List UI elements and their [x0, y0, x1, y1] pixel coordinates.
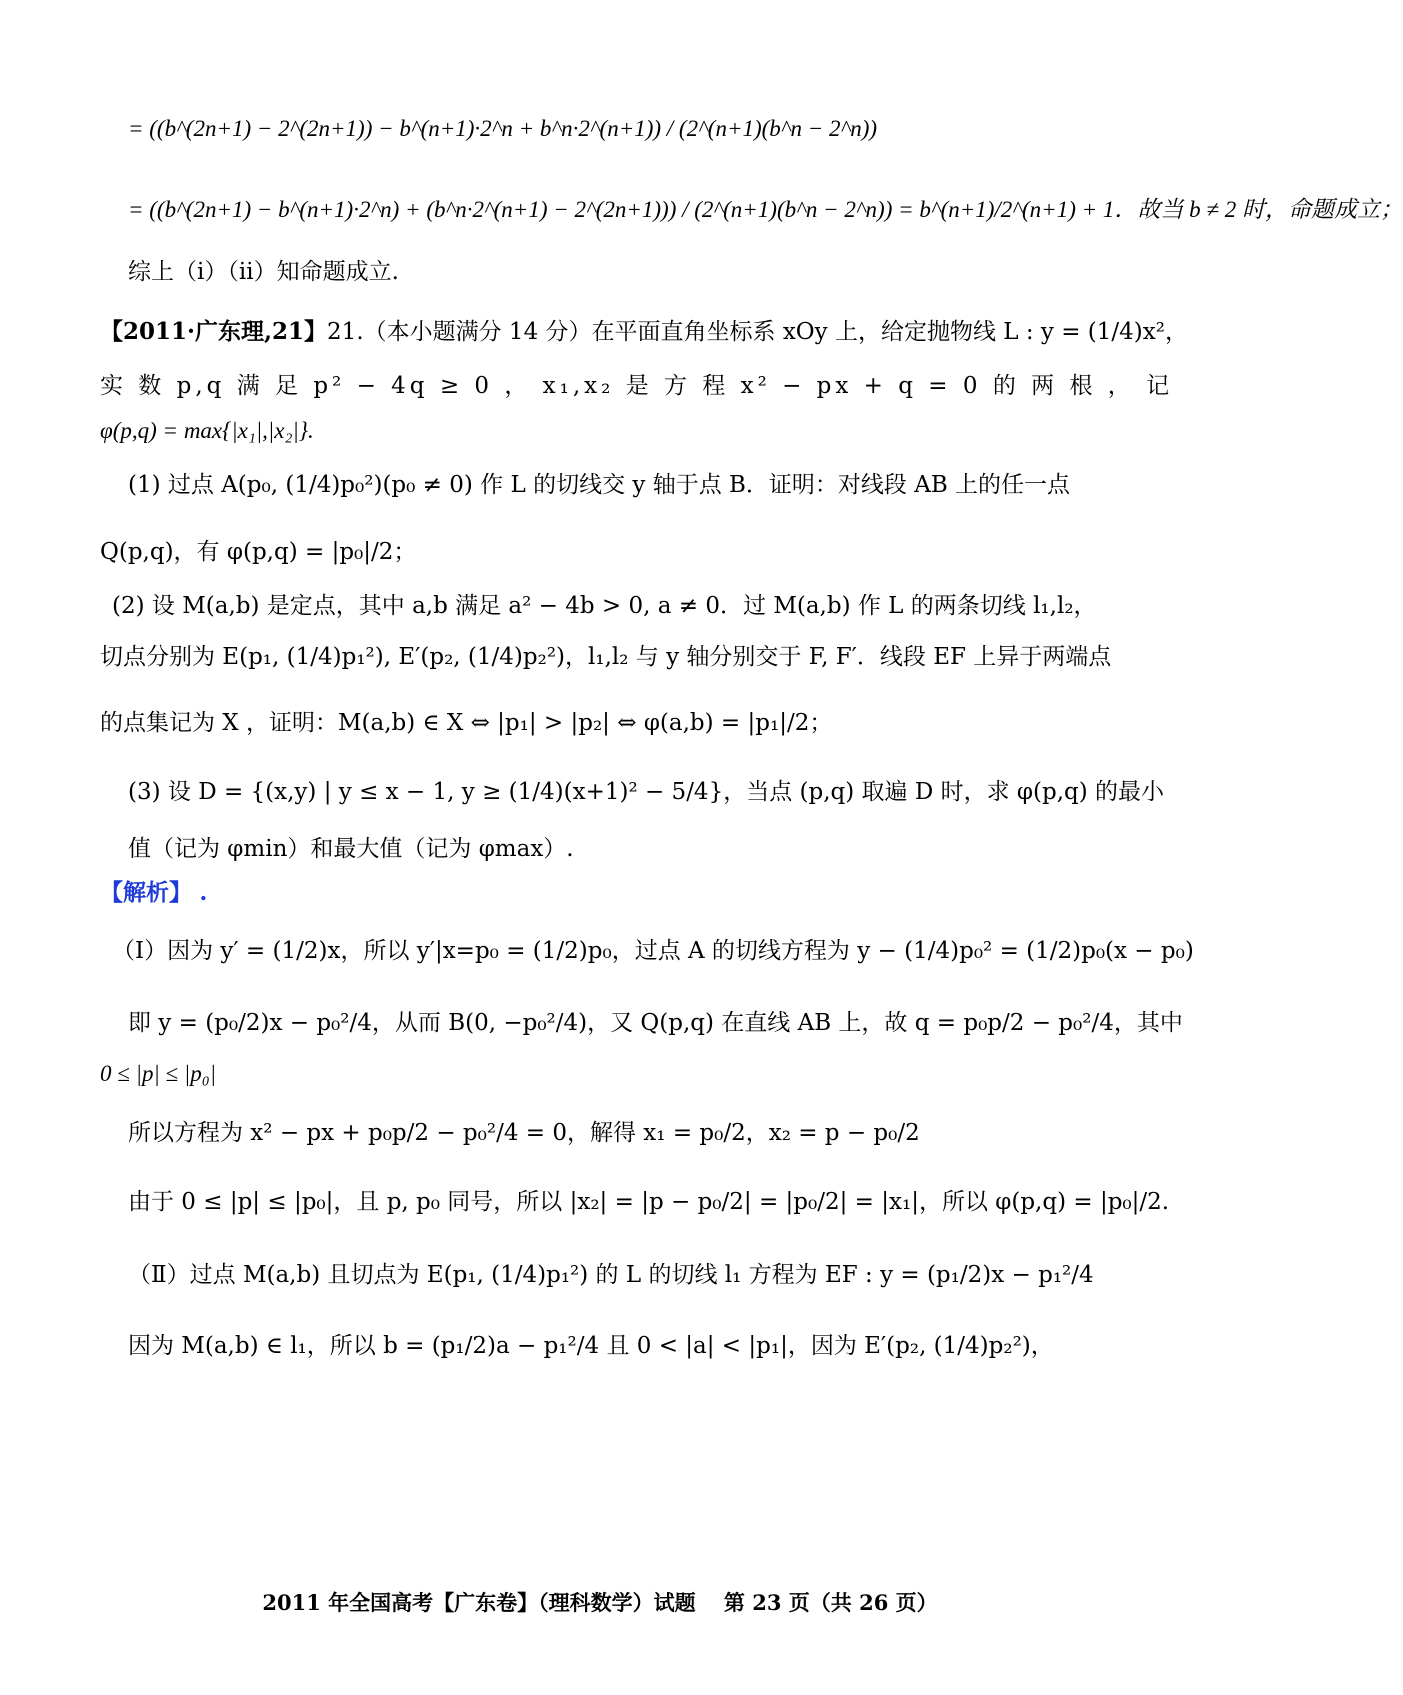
solution-line-6: （Ⅱ）过点 M(a,b) 且切点为 E(p₁, (1/4)p₁²) 的 L 的切线 l₁ 方程为 EF : y = (p₁/2)x − p₁²/4: [128, 1262, 1094, 1288]
equation-line-2: = ((b^(2n+1) − b^(n+1)·2^n) + (b^n·2^(n+1) − 2^(2n+1))) / (2^(n+1)(b^n − 2^n)) = b^(n+1)/2^(n+1) + 1．故当 b ≠ 2 时，命题成立；: [128, 197, 1403, 222]
solution-line-4: 所以方程为 x² − px + p₀p/2 − p₀²/4 = 0，解得 x₁ = p₀/2，x₂ = p − p₀/2: [128, 1120, 920, 1146]
solution-line-5: 由于 0 ≤ |p| ≤ |p₀|，且 p, p₀ 同号，所以 |x₂| = |p − p₀/2| = |p₀/2| = |x₁|，所以 φ(p,q) = |p₀|/2.: [128, 1189, 1170, 1215]
part-1-statement: (1) 过点 A(p₀, (1/4)p₀²)(p₀ ≠ 0) 作 L 的切线交 y 轴于点 B．证明：对线段 AB 上的任一点: [128, 472, 1071, 498]
problem-header: 【2011·广东理,21】21.（本小题满分 14 分）在平面直角坐标系 xOy 上，给定抛物线 L : y = (1/4)x²，: [100, 318, 1188, 345]
solution-line-7: 因为 M(a,b) ∈ l₁，所以 b = (p₁/2)a − p₁²/4 且 0 < |a| < |p₁|，因为 E′(p₂, (1/4)p₂²)，: [128, 1333, 1054, 1359]
part-2-tangent-points: 切点分别为 E(p₁, (1/4)p₁²), E′(p₂, (1/4)p₂²)，l₁,l₂ 与 y 轴分别交于 F, F′．线段 EF 上异于两端点: [100, 644, 1112, 670]
problem-line-3: φ(p,q) = max{|x₁|,|x₂|}.: [100, 418, 314, 443]
solution-line-3: 0 ≤ |p| ≤ |p₀|: [100, 1061, 217, 1086]
part-2-claim: 的点集记为 X ，证明：M(a,b) ∈ X ⇔ |p₁| > |p₂| ⇔ φ(a,b) = |p₁|/2；: [100, 710, 833, 736]
conclusion-line: 综上（ⅰ）（ⅱ）知命题成立.: [128, 259, 399, 285]
part-1-claim: Q(p,q)，有 φ(p,q) = |p₀|/2；: [100, 539, 417, 565]
part-3-statement: (3) 设 D = {(x,y) | y ≤ x − 1, y ≥ (1/4)(x+1)² − 5/4}，当点 (p,q) 取遍 D 时，求 φ(p,q) 的最小: [128, 779, 1165, 805]
solution-line-2: 即 y = (p₀/2)x − p₀²/4，从而 B(0, −p₀²/4)，又 Q(p,q) 在直线 AB 上，故 q = p₀p/2 − p₀²/4，其中: [128, 1010, 1183, 1036]
analysis-header: 【解析】 .: [100, 879, 208, 906]
equation-line-1: = ((b^(2n+1) − 2^(2n+1)) − b^(n+1)·2^n + b^n·2^(n+1)) / (2^(n+1)(b^n − 2^n)): [128, 116, 878, 141]
problem-source-tag: 【2011·广东理,21】: [100, 318, 328, 345]
problem-line-2: 实 数 p,q 满 足 p² − 4q ≥ 0 ， x₁,x₂ 是 方 程 x² − px + q = 0 的 两 根 ， 记: [100, 373, 1174, 399]
page-footer: 2011 年全国高考【广东卷】（理科数学）试题 第 23 页（共 26 页）: [262, 1590, 938, 1615]
part-3-ask: 值（记为 φmin）和最大值（记为 φmax）.: [128, 836, 574, 862]
analysis-tag: 【解析】: [100, 879, 192, 906]
solution-line-1: （Ⅰ）因为 y′ = (1/2)x，所以 y′|x=p₀ = (1/2)p₀，过点 A 的切线方程为 y − (1/4)p₀² = (1/2)p₀(x − p₀): [112, 938, 1194, 964]
part-2-statement: (2) 设 M(a,b) 是定点，其中 a,b 满足 a² − 4b > 0, a ≠ 0．过 M(a,b) 作 L 的两条切线 l₁,l₂，: [112, 593, 1097, 619]
